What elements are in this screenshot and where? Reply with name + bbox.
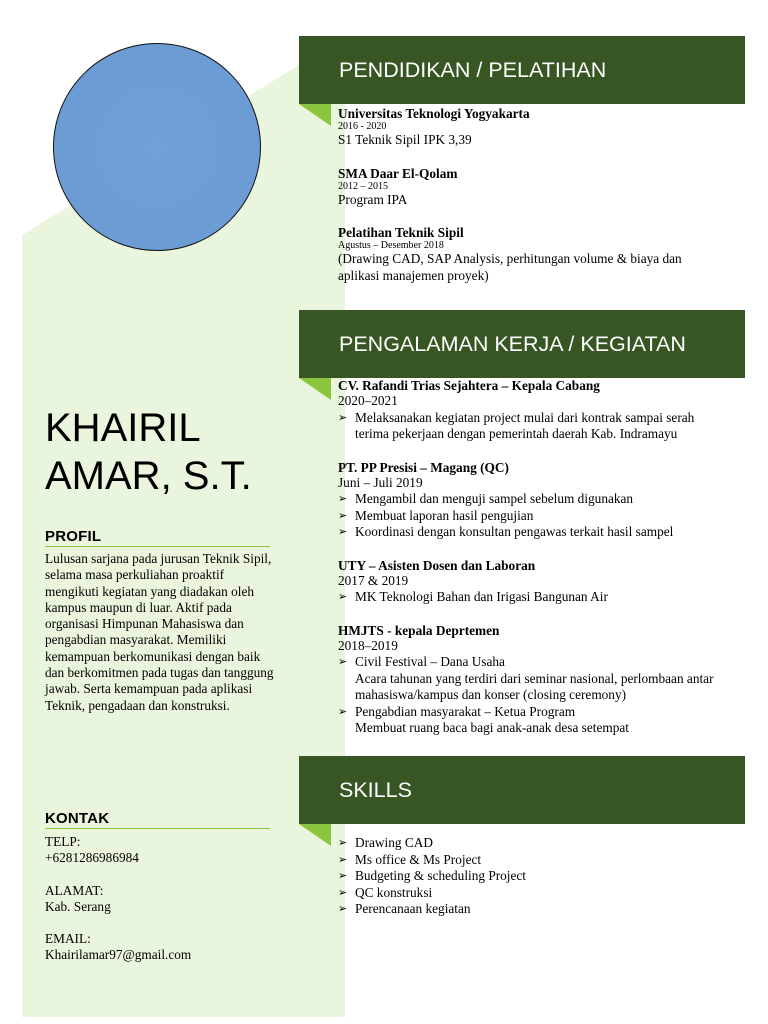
experience-bullet: ➢ Membuat laporan hasil pengujian <box>338 508 738 525</box>
education-banner <box>299 36 745 104</box>
skills-heading: SKILLS <box>339 777 412 802</box>
skill-item: ➢ Ms office & Ms Project <box>338 852 738 869</box>
education-title: SMA Daar El-Qolam <box>338 165 458 181</box>
experience-date: Juni – Juli 2019 <box>338 474 423 490</box>
education-item <box>338 166 738 209</box>
education-item <box>338 225 738 284</box>
phone-value: +6281286986984 <box>45 850 139 866</box>
experience-bullet-sub: Acara tahunan yang terdiri dari seminar nasional, perlombaan antar mahasiswa/kampus dan konser (closing ceremony) <box>355 670 714 702</box>
email-value: Khairilamar97@gmail.com <box>45 947 192 963</box>
skill-item: ➢ QC konstruksi <box>338 885 738 902</box>
experience-banner-tab <box>299 378 331 400</box>
contact-details <box>45 834 275 964</box>
experience-title: HMJTS - kepala Deprtemen <box>338 622 500 638</box>
education-banner-tab <box>299 104 331 126</box>
experience-bullet <box>338 704 718 737</box>
experience-bullet: ➢ Melaksanakan kegiatan project mulai dari kontrak sampai serah terima pekerjaan dengan pemerintah daerah Kab. Indramayu <box>338 410 718 443</box>
experience-title: PT. PP Presisi – Magang (QC) <box>338 459 509 475</box>
education-date: 2012 – 2015 <box>338 180 388 192</box>
skill-item: ➢ Perencanaan kegiatan <box>338 901 738 918</box>
experience-banner <box>299 310 745 378</box>
phone-label: TELP: <box>45 834 81 849</box>
education-item <box>338 106 738 149</box>
experience-item <box>338 460 738 541</box>
experience-title: CV. Rafandi Trias Sejahtera – Kepala Cabang <box>338 378 600 393</box>
skills-banner-tab <box>299 824 331 846</box>
experience-item <box>338 378 738 443</box>
skill-item: ➢ Drawing CAD <box>338 835 738 852</box>
experience-bullet <box>338 654 718 704</box>
experience-date: 2017 & 2019 <box>338 572 409 588</box>
education-heading: PENDIDIKAN / PELATIHAN <box>339 57 607 82</box>
address-value: Kab. Serang <box>45 898 111 914</box>
experience-bullet-text: ➢ Pengabdian masyarakat – Ketua Program <box>355 703 576 719</box>
profile-heading: PROFIL <box>45 528 270 547</box>
profile-photo-placeholder <box>53 43 261 251</box>
education-detail: (Drawing CAD, SAP Analysis, perhitungan volume & biaya dan aplikasi manajemen proyek) <box>338 251 682 283</box>
experience-title: UTY – Asisten Dosen dan Laboran <box>338 557 536 573</box>
experience-heading: PENGALAMAN KERJA / KEGIATAN <box>339 331 686 356</box>
experience-bullet: ➢ Mengambil dan menguji sampel sebelum digunakan <box>338 491 738 508</box>
address-label: ALAMAT: <box>45 882 104 898</box>
profile-text: Lulusan sarjana pada jurusan Teknik Sipil, selama masa perkuliahan proaktif mengikuti kegiatan yang diadakan oleh kampus maupun di luar. Aktif pada organisasi Himpunan Mahasiswa dan pengabdian masyarakat. Memiliki kemampuan berkomunikasi dengan baik dan berkomitmen pada tugas dan tanggung jawab. Serta kemampuan pada aplikasi Teknik, pengadaan dan konstruksi. <box>45 551 274 713</box>
education-title: Pelatihan Teknik Sipil <box>338 225 464 240</box>
full-name <box>45 404 305 500</box>
education-detail: Program IPA <box>338 191 408 207</box>
experience-date: 2018–2019 <box>338 637 398 653</box>
experience-item <box>338 558 738 606</box>
contact-heading: KONTAK <box>45 810 270 829</box>
experience-bullet: ➢ MK Teknologi Bahan dan Irigasi Bangunan Air <box>338 589 738 606</box>
experience-bullet: ➢ Koordinasi dengan konsultan pengawas terkait hasil sampel <box>338 524 738 541</box>
experience-date: 2020–2021 <box>338 393 398 408</box>
skill-item: ➢ Budgeting & scheduling Project <box>338 868 738 885</box>
education-title: Universitas Teknologi Yogyakarta <box>338 106 530 121</box>
name-line-2: AMAR, S.T. <box>45 454 252 498</box>
education-section <box>338 106 738 301</box>
education-date: 2016 - 2020 <box>338 121 387 132</box>
skills-banner <box>299 756 745 824</box>
skills-section <box>338 835 738 918</box>
experience-bullet-sub: Membuat ruang baca bagi anak-anak desa setempat <box>355 720 629 735</box>
experience-section <box>338 378 738 754</box>
experience-item <box>338 623 738 737</box>
experience-bullet-text: ➢ Civil Festival – Dana Usaha <box>355 654 505 669</box>
education-date: Agustus – Desember 2018 <box>338 240 444 251</box>
name-line-1: KHAIRIL <box>45 406 201 450</box>
email-label: EMAIL: <box>45 931 91 947</box>
education-detail: S1 Teknik Sipil IPK 3,39 <box>338 132 472 147</box>
